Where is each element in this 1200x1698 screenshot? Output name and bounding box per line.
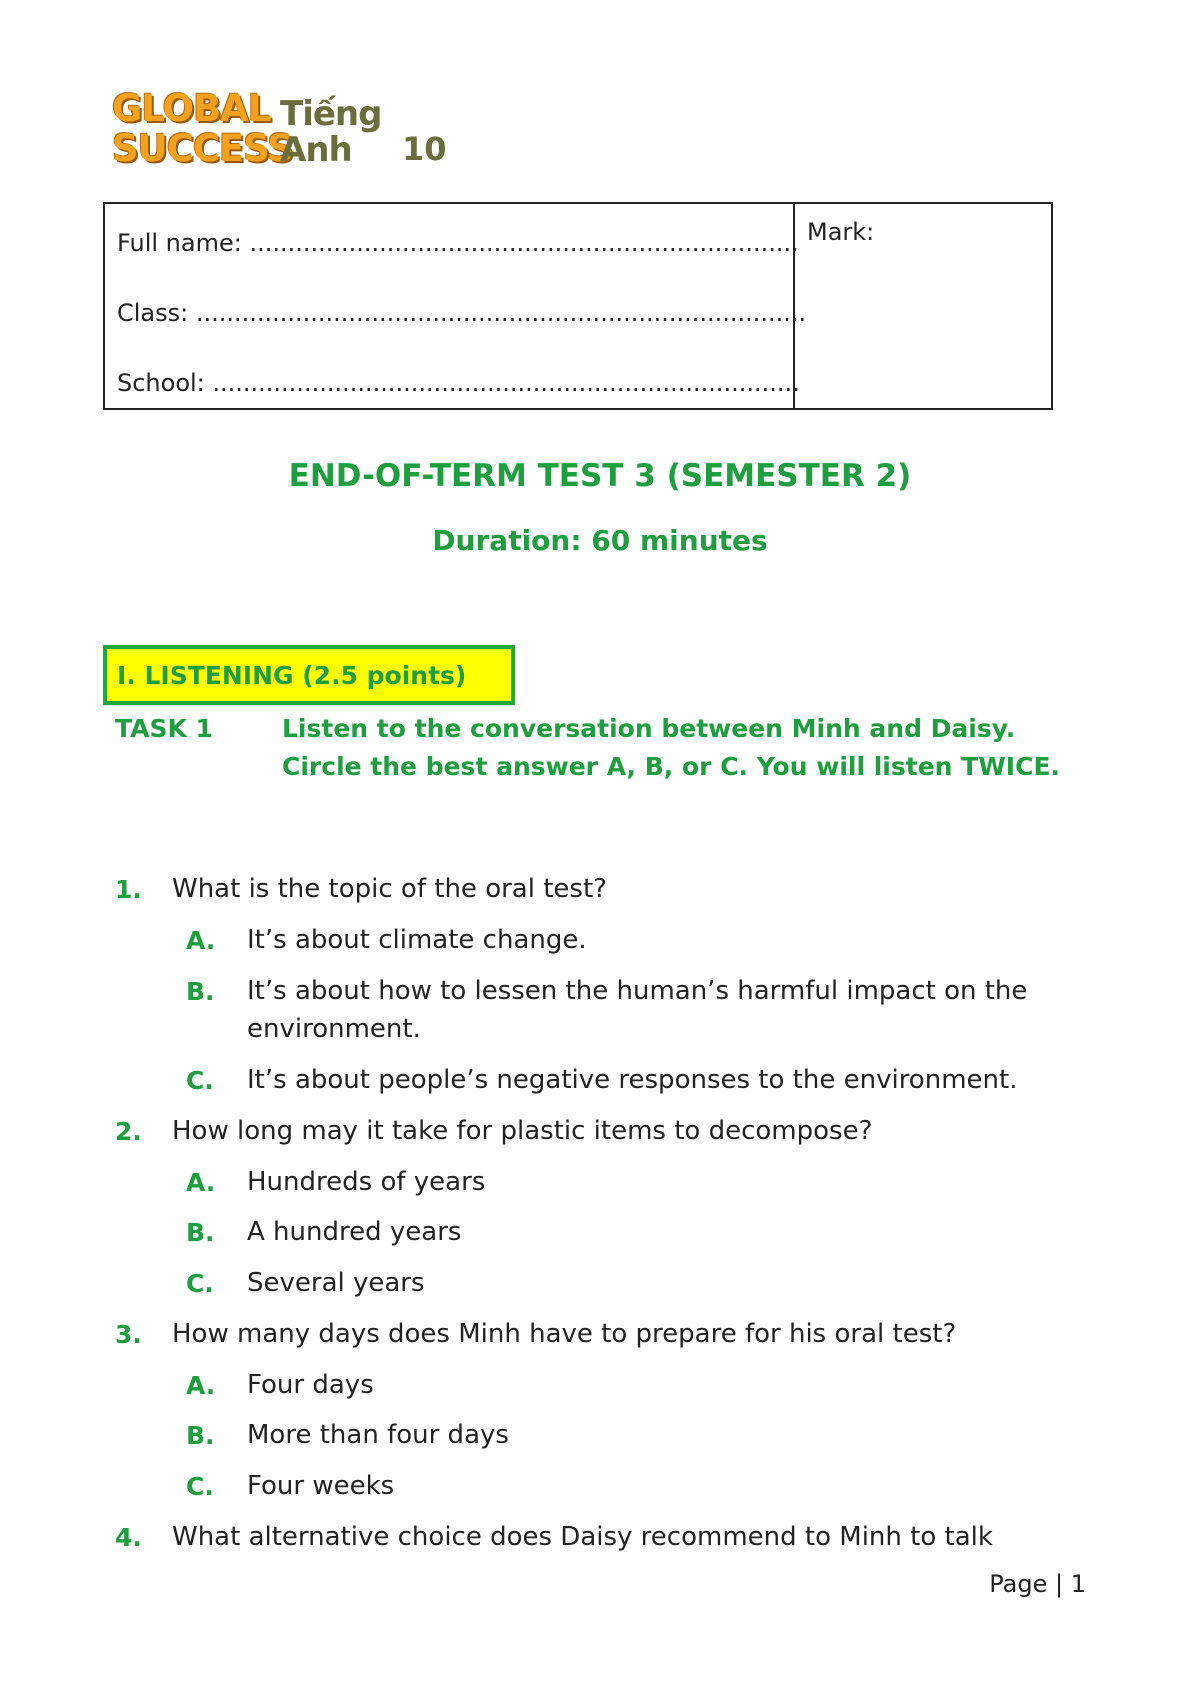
mark-box xyxy=(795,204,1051,408)
option-letter[interactable]: B. xyxy=(186,977,215,1006)
task-label: TASK 1 xyxy=(115,714,213,743)
mark-label: Mark: xyxy=(807,218,875,246)
test-title: END-OF-TERM TEST 3 (SEMESTER 2) xyxy=(288,458,912,494)
option-letter[interactable]: B. xyxy=(186,1421,215,1450)
class-field[interactable]: Class: ................................................................................ xyxy=(117,299,807,327)
option-text[interactable]: More than four days xyxy=(247,1420,509,1450)
task-instruction-line-2: Circle the best answer A, B, or C. You will listen TWICE. xyxy=(282,752,1061,781)
test-duration: Duration: 60 minutes xyxy=(432,524,768,557)
question-number: 1. xyxy=(115,875,142,904)
logo-text-success: SUCCESS xyxy=(112,127,293,170)
section-heading-box xyxy=(103,645,515,705)
option-letter[interactable]: C. xyxy=(186,1066,214,1095)
option-text[interactable]: Four days xyxy=(247,1370,374,1400)
option-text[interactable]: Four weeks xyxy=(247,1471,395,1501)
page-number: Page | 1 xyxy=(989,1570,1086,1598)
question-number: 2. xyxy=(115,1117,142,1146)
option-text[interactable]: Several years xyxy=(247,1268,425,1298)
logo-grade-number: 10 xyxy=(402,130,447,168)
section-heading: I. LISTENING (2.5 points) xyxy=(117,661,467,690)
option-text[interactable]: It’s about people’s negative responses to the environment. xyxy=(247,1065,1018,1095)
option-letter[interactable]: B. xyxy=(186,1218,215,1247)
student-info-fields xyxy=(105,204,807,408)
full-name-field[interactable]: Full name: ........................................................................ xyxy=(117,229,799,257)
school-field[interactable]: School: ............................................................................. xyxy=(117,369,800,397)
option-text[interactable]: It’s about climate change. xyxy=(247,925,587,955)
logo-text-tieng-anh: Tiếng Anh xyxy=(280,94,382,170)
question-text: How many days does Minh have to prepare for his oral test? xyxy=(172,1319,957,1349)
option-letter[interactable]: A. xyxy=(186,926,216,955)
task-instruction-line-1: Listen to the conversation between Minh and Daisy. xyxy=(282,714,1016,743)
question-text: What is the topic of the oral test? xyxy=(172,874,607,904)
question-number: 3. xyxy=(115,1320,142,1349)
option-text[interactable]: It’s about how to lessen the human’s harmful impact on the xyxy=(247,976,1028,1006)
question-number: 4. xyxy=(115,1523,142,1552)
question-text: How long may it take for plastic items to decompose? xyxy=(172,1116,873,1146)
option-text[interactable]: A hundred years xyxy=(247,1217,462,1247)
option-letter[interactable]: A. xyxy=(186,1168,216,1197)
option-letter[interactable]: C. xyxy=(186,1472,214,1501)
option-text-continued[interactable]: environment. xyxy=(247,1014,421,1044)
question-text: What alternative choice does Daisy recommend to Minh to talk xyxy=(172,1522,993,1552)
option-letter[interactable]: A. xyxy=(186,1371,216,1400)
option-text[interactable]: Hundreds of years xyxy=(247,1167,486,1197)
option-letter[interactable]: C. xyxy=(186,1269,214,1298)
student-info-table xyxy=(103,202,1053,410)
logo-text-global: GLOBAL xyxy=(112,87,271,130)
global-success-logo xyxy=(112,86,447,176)
